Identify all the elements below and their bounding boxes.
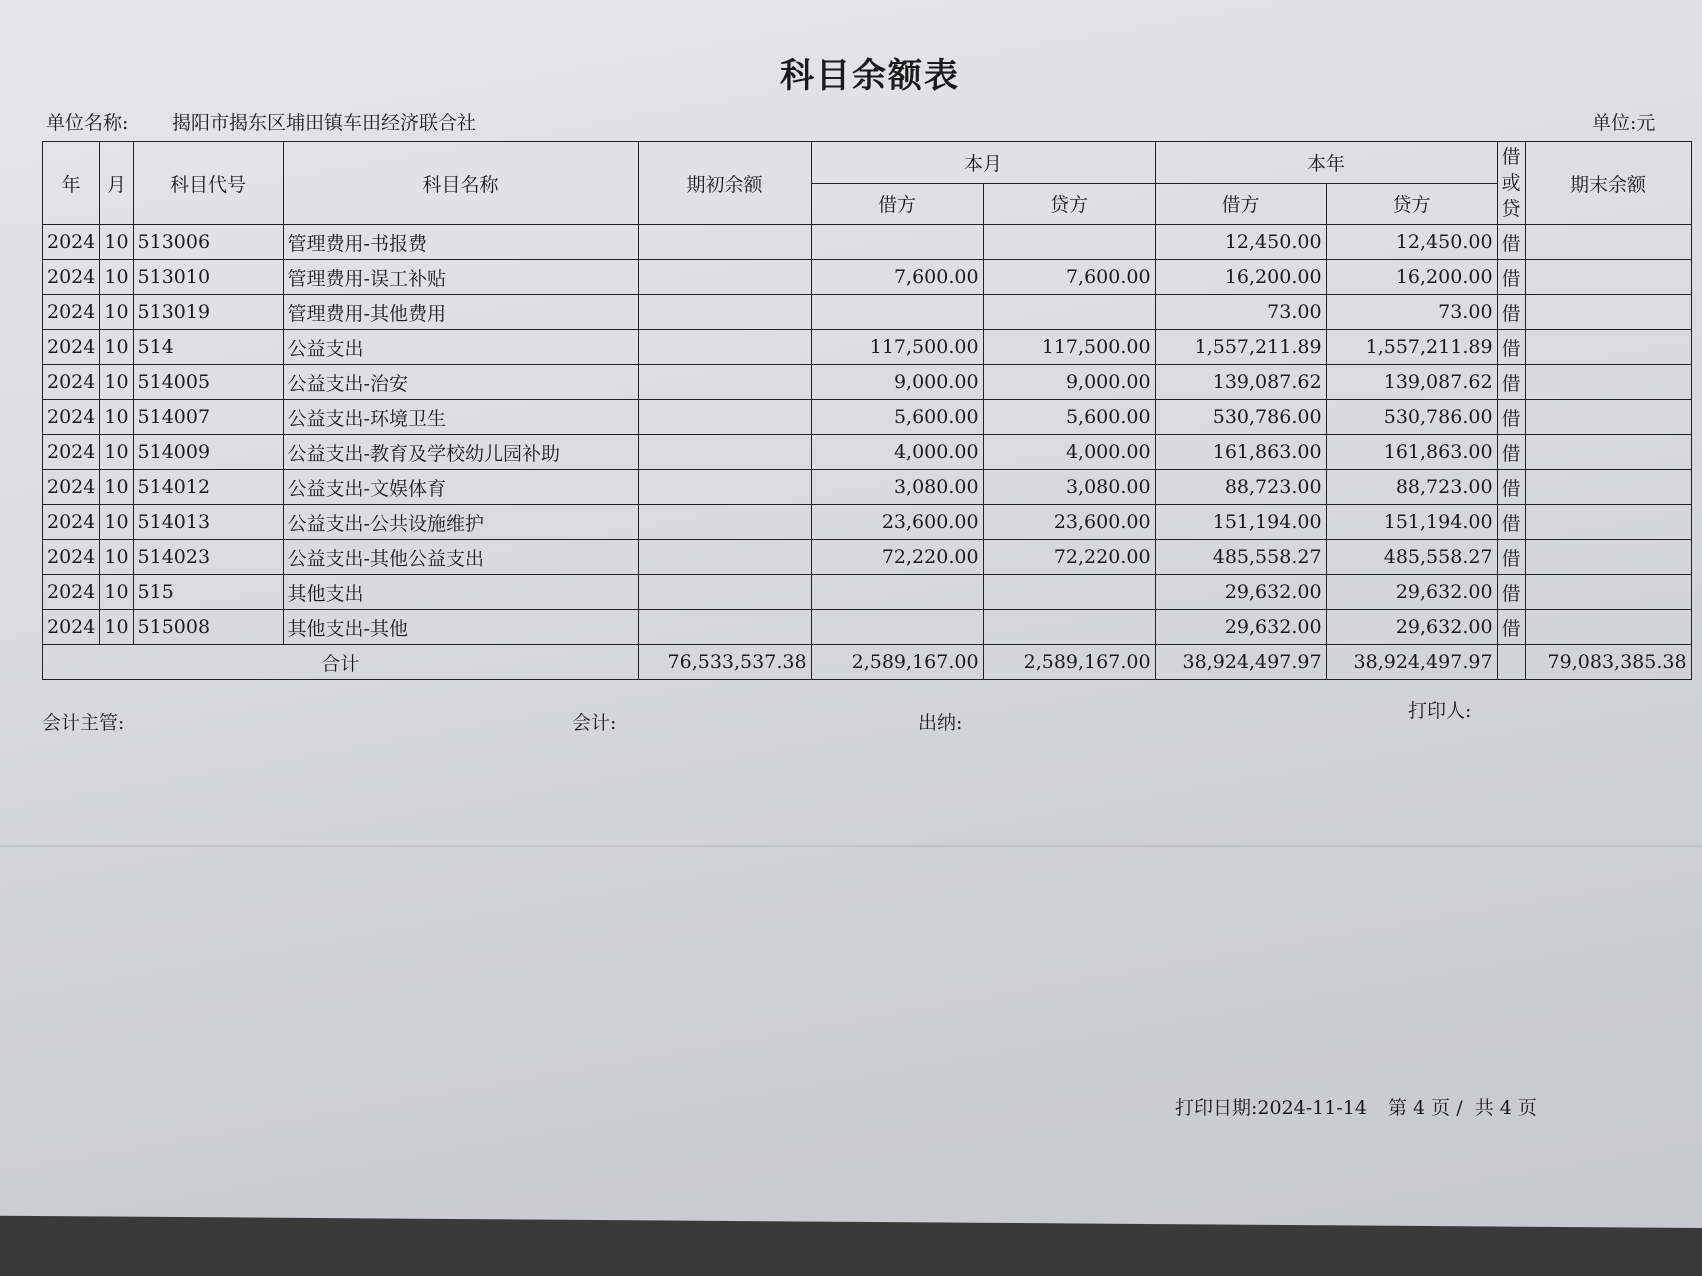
col-dc-header-char: 借 <box>1501 146 1521 168</box>
row-year-credit: 29,632.00 <box>1326 575 1497 610</box>
col-opening-header: 期初余额 <box>638 142 811 225</box>
row-year-credit: 151,194.00 <box>1326 505 1497 540</box>
print-date: 打印日期:2024-11-14 <box>1175 1097 1367 1119</box>
row-year-debit: 29,632.00 <box>1155 610 1326 645</box>
col-month-group-header: 本月 <box>811 142 1155 184</box>
row-year: 2024 <box>43 365 100 400</box>
row-year: 2024 <box>43 260 100 295</box>
row-year-debit: 29,632.00 <box>1155 575 1326 610</box>
row-closing <box>1525 575 1691 610</box>
row-month: 10 <box>100 610 133 645</box>
row-dc: 借 <box>1497 435 1525 470</box>
total-year-debit: 38,924,497.97 <box>1155 645 1326 680</box>
row-code: 514007 <box>133 400 283 435</box>
row-year-debit: 485,558.27 <box>1155 540 1326 575</box>
row-opening <box>638 225 811 260</box>
row-month-credit: 4,000.00 <box>983 435 1155 470</box>
row-month-credit: 3,080.00 <box>983 470 1155 505</box>
unit-label: 单位名称: <box>46 112 129 134</box>
row-opening <box>638 330 811 365</box>
table-row <box>43 260 1692 295</box>
row-closing <box>1525 610 1691 645</box>
row-month: 10 <box>100 470 133 505</box>
row-month-credit <box>983 225 1155 260</box>
table-row <box>43 435 1692 470</box>
total-closing: 79,083,385.38 <box>1525 645 1691 680</box>
col-year-debit-header: 借方 <box>1155 183 1326 225</box>
row-year: 2024 <box>43 435 100 470</box>
col-year-header: 年 <box>43 142 100 225</box>
row-month: 10 <box>100 505 133 540</box>
row-dc: 借 <box>1497 575 1525 610</box>
row-month: 10 <box>100 575 133 610</box>
row-month: 10 <box>100 400 133 435</box>
row-year-credit: 12,450.00 <box>1326 225 1497 260</box>
table-row <box>43 365 1692 400</box>
row-month-credit: 117,500.00 <box>983 330 1155 365</box>
row-month-credit: 72,220.00 <box>983 540 1155 575</box>
row-year-debit: 88,723.00 <box>1155 470 1326 505</box>
total-month-credit: 2,589,167.00 <box>983 645 1155 680</box>
row-name: 其他支出 <box>283 575 638 610</box>
row-month-credit: 7,600.00 <box>983 260 1155 295</box>
row-year-debit: 161,863.00 <box>1155 435 1326 470</box>
col-month-credit-header: 贷方 <box>983 183 1155 225</box>
table-row <box>43 575 1692 610</box>
row-month: 10 <box>100 260 133 295</box>
row-code: 514 <box>133 330 283 365</box>
row-month: 10 <box>100 540 133 575</box>
row-name: 公益支出-教育及学校幼儿园补助 <box>283 435 638 470</box>
row-closing <box>1525 365 1691 400</box>
row-month-credit <box>983 610 1155 645</box>
total-year-credit: 38,924,497.97 <box>1326 645 1497 680</box>
row-year: 2024 <box>43 575 100 610</box>
row-dc: 借 <box>1497 225 1525 260</box>
row-dc: 借 <box>1497 540 1525 575</box>
row-month: 10 <box>100 365 133 400</box>
row-name: 公益支出-其他公益支出 <box>283 540 638 575</box>
row-dc: 借 <box>1497 365 1525 400</box>
row-code: 514023 <box>133 540 283 575</box>
page-info: 第 4 页 / 共 4 页 <box>1388 1097 1537 1119</box>
row-year-debit: 12,450.00 <box>1155 225 1326 260</box>
col-code-header: 科目代号 <box>133 142 283 225</box>
row-year-credit: 161,863.00 <box>1326 435 1497 470</box>
row-month-debit <box>811 295 983 330</box>
row-year: 2024 <box>43 295 100 330</box>
accountant-signature-label: 会计: <box>572 712 617 734</box>
row-code: 515008 <box>133 610 283 645</box>
row-month-debit <box>811 575 983 610</box>
row-month-credit: 9,000.00 <box>983 365 1155 400</box>
row-code: 513006 <box>133 225 283 260</box>
unit-name: 揭阳市揭东区埔田镇车田经济联合社 <box>172 112 477 134</box>
currency-unit: 单位:元 <box>1592 112 1656 134</box>
row-opening <box>638 260 811 295</box>
table-body <box>43 225 1692 645</box>
row-closing <box>1525 260 1691 295</box>
row-month-debit: 117,500.00 <box>811 330 983 365</box>
row-code: 513010 <box>133 260 283 295</box>
row-closing <box>1525 225 1691 260</box>
total-opening: 76,533,537.38 <box>638 645 811 680</box>
row-month-debit: 72,220.00 <box>811 540 983 575</box>
row-year-credit: 73.00 <box>1326 295 1497 330</box>
row-year: 2024 <box>43 330 100 365</box>
printer-signature-label: 打印人: <box>1408 700 1472 722</box>
balance-table <box>42 141 1692 680</box>
row-month: 10 <box>100 330 133 365</box>
row-opening <box>638 610 811 645</box>
row-closing <box>1525 330 1691 365</box>
row-code: 514013 <box>133 505 283 540</box>
row-closing <box>1525 505 1691 540</box>
row-month-debit: 5,600.00 <box>811 400 983 435</box>
row-year-debit: 73.00 <box>1155 295 1326 330</box>
row-closing <box>1525 400 1691 435</box>
row-year-debit: 530,786.00 <box>1155 400 1326 435</box>
row-opening <box>638 400 811 435</box>
row-dc: 借 <box>1497 470 1525 505</box>
table-row <box>43 295 1692 330</box>
row-closing <box>1525 540 1691 575</box>
row-year-credit: 485,558.27 <box>1326 540 1497 575</box>
table-row <box>43 330 1692 365</box>
col-name-header: 科目名称 <box>283 142 638 225</box>
col-year-group-header: 本年 <box>1155 142 1497 184</box>
row-name: 管理费用-误工补贴 <box>283 260 638 295</box>
row-closing <box>1525 435 1691 470</box>
row-dc: 借 <box>1497 610 1525 645</box>
row-name: 公益支出-公共设施维护 <box>283 505 638 540</box>
col-dc-header-char: 或 <box>1501 172 1521 194</box>
row-name: 管理费用-书报费 <box>283 225 638 260</box>
col-closing-header: 期末余额 <box>1525 142 1691 225</box>
row-name: 公益支出-文娱体育 <box>283 470 638 505</box>
row-year-credit: 29,632.00 <box>1326 610 1497 645</box>
cashier-signature-label: 出纳: <box>918 712 963 734</box>
row-code: 514009 <box>133 435 283 470</box>
row-year-credit: 16,200.00 <box>1326 260 1497 295</box>
col-dc-header-char: 贷 <box>1501 198 1521 220</box>
row-opening <box>638 295 811 330</box>
row-year-credit: 1,557,211.89 <box>1326 330 1497 365</box>
row-month: 10 <box>100 295 133 330</box>
row-month: 10 <box>100 435 133 470</box>
row-name: 公益支出 <box>283 330 638 365</box>
col-month-debit-header: 借方 <box>811 183 983 225</box>
row-year-credit: 139,087.62 <box>1326 365 1497 400</box>
col-dc-header <box>1497 142 1525 225</box>
row-month: 10 <box>100 225 133 260</box>
row-code: 514005 <box>133 365 283 400</box>
row-code: 515 <box>133 575 283 610</box>
row-name: 公益支出-治安 <box>283 365 638 400</box>
row-month-debit: 3,080.00 <box>811 470 983 505</box>
col-year-credit-header: 贷方 <box>1326 183 1497 225</box>
row-dc: 借 <box>1497 400 1525 435</box>
row-year: 2024 <box>43 505 100 540</box>
row-month-credit <box>983 575 1155 610</box>
row-month-debit <box>811 225 983 260</box>
row-year: 2024 <box>43 540 100 575</box>
table-row <box>43 470 1692 505</box>
row-dc: 借 <box>1497 295 1525 330</box>
row-year: 2024 <box>43 610 100 645</box>
table-row <box>43 400 1692 435</box>
total-row <box>43 645 1692 680</box>
row-month-credit: 5,600.00 <box>983 400 1155 435</box>
row-year-debit: 1,557,211.89 <box>1155 330 1326 365</box>
row-month-credit <box>983 295 1155 330</box>
row-name: 其他支出-其他 <box>283 610 638 645</box>
row-month-credit: 23,600.00 <box>983 505 1155 540</box>
row-year-credit: 88,723.00 <box>1326 470 1497 505</box>
table-row <box>43 540 1692 575</box>
row-opening <box>638 365 811 400</box>
table-row <box>43 610 1692 645</box>
paper-fold-line <box>0 845 1702 847</box>
row-month-debit: 4,000.00 <box>811 435 983 470</box>
col-month-header: 月 <box>100 142 133 225</box>
row-opening <box>638 470 811 505</box>
row-opening <box>638 540 811 575</box>
row-name: 管理费用-其他费用 <box>283 295 638 330</box>
row-opening <box>638 505 811 540</box>
row-closing <box>1525 295 1691 330</box>
table-row <box>43 505 1692 540</box>
row-opening <box>638 575 811 610</box>
row-dc: 借 <box>1497 260 1525 295</box>
row-month-debit: 7,600.00 <box>811 260 983 295</box>
row-code: 513019 <box>133 295 283 330</box>
row-name: 公益支出-环境卫生 <box>283 400 638 435</box>
total-label: 合计 <box>43 645 639 680</box>
row-year: 2024 <box>43 225 100 260</box>
row-opening <box>638 435 811 470</box>
row-month-debit: 9,000.00 <box>811 365 983 400</box>
row-month-debit: 23,600.00 <box>811 505 983 540</box>
row-year: 2024 <box>43 400 100 435</box>
row-year-debit: 139,087.62 <box>1155 365 1326 400</box>
row-year-debit: 151,194.00 <box>1155 505 1326 540</box>
row-code: 514012 <box>133 470 283 505</box>
row-closing <box>1525 470 1691 505</box>
row-month-debit <box>811 610 983 645</box>
row-dc: 借 <box>1497 505 1525 540</box>
row-dc: 借 <box>1497 330 1525 365</box>
total-month-debit: 2,589,167.00 <box>811 645 983 680</box>
row-year-debit: 16,200.00 <box>1155 260 1326 295</box>
report-title: 科目余额表 <box>780 56 960 96</box>
total-dc <box>1497 645 1525 680</box>
row-year-credit: 530,786.00 <box>1326 400 1497 435</box>
row-year: 2024 <box>43 470 100 505</box>
table-row <box>43 225 1692 260</box>
supervisor-signature-label: 会计主管: <box>42 712 125 734</box>
